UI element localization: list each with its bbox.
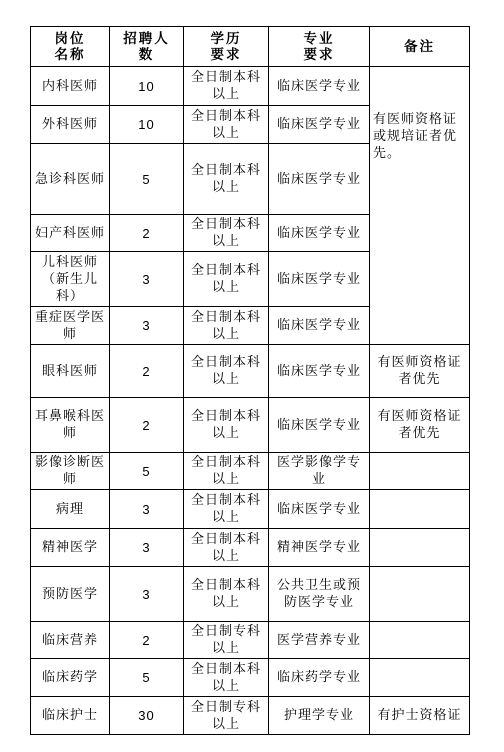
cell-education: 全日制本科以上 — [184, 490, 269, 529]
cell-count: 30 — [110, 697, 184, 735]
table-row — [31, 345, 470, 398]
cell-count: 5 — [110, 453, 184, 490]
cell-count: 3 — [110, 490, 184, 529]
cell-post: 外科医师 — [31, 106, 110, 144]
cell-education: 全日制本科以上 — [184, 529, 269, 567]
cell-remarks — [370, 453, 470, 490]
cell-remarks: 有护士资格证 — [370, 697, 470, 735]
cell-post: 病理 — [31, 490, 110, 529]
header-major: 专业 要求 — [269, 27, 370, 67]
cell-post: 儿科医师（新生儿科） — [31, 252, 110, 307]
cell-count: 5 — [110, 144, 184, 215]
cell-remarks — [370, 529, 470, 567]
cell-major: 临床药学专业 — [269, 659, 370, 697]
cell-remarks-group: 有医师资格证或规培证者优先。 — [370, 67, 470, 345]
cell-education: 全日制本科以上 — [184, 67, 269, 106]
cell-remarks — [370, 567, 470, 622]
cell-major: 临床医学专业 — [269, 67, 370, 106]
cell-post: 眼科医师 — [31, 345, 110, 398]
cell-post: 临床护士 — [31, 697, 110, 735]
cell-major: 医学营养专业 — [269, 622, 370, 659]
cell-major: 临床医学专业 — [269, 398, 370, 453]
cell-major: 临床医学专业 — [269, 252, 370, 307]
cell-post: 精神医学 — [31, 529, 110, 567]
table-row — [31, 529, 470, 567]
cell-count: 5 — [110, 659, 184, 697]
cell-major: 临床医学专业 — [269, 307, 370, 345]
cell-remarks — [370, 622, 470, 659]
cell-post: 重症医学医师 — [31, 307, 110, 345]
cell-education: 全日制本科以上 — [184, 659, 269, 697]
cell-education: 全日制专科以上 — [184, 697, 269, 735]
cell-post: 急诊科医师 — [31, 144, 110, 215]
cell-count: 10 — [110, 67, 184, 106]
cell-education: 全日制本科以上 — [184, 215, 269, 252]
cell-remarks — [370, 659, 470, 697]
cell-major: 临床医学专业 — [269, 215, 370, 252]
cell-education: 全日制专科以上 — [184, 622, 269, 659]
cell-count: 3 — [110, 252, 184, 307]
cell-count: 10 — [110, 106, 184, 144]
cell-count: 2 — [110, 215, 184, 252]
table-row — [31, 453, 470, 490]
recruitment-table — [30, 26, 470, 735]
cell-count: 2 — [110, 622, 184, 659]
table-row — [31, 567, 470, 622]
cell-post: 临床营养 — [31, 622, 110, 659]
cell-count: 2 — [110, 345, 184, 398]
header-row — [31, 27, 470, 67]
cell-education: 全日制本科以上 — [184, 307, 269, 345]
cell-major: 医学影像学专业 — [269, 453, 370, 490]
table-row — [31, 398, 470, 453]
cell-education: 全日制本科以上 — [184, 106, 269, 144]
cell-count: 3 — [110, 567, 184, 622]
cell-post: 影像诊断医师 — [31, 453, 110, 490]
cell-remarks: 有医师资格证者优先 — [370, 398, 470, 453]
header-remarks: 备注 — [370, 27, 470, 67]
cell-major: 护理学专业 — [269, 697, 370, 735]
cell-major: 精神医学专业 — [269, 529, 370, 567]
cell-remarks: 有医师资格证者优先 — [370, 345, 470, 398]
cell-major: 公共卫生或预防医学专业 — [269, 567, 370, 622]
table-row — [31, 67, 470, 106]
header-count: 招聘人 数 — [110, 27, 184, 67]
cell-major: 临床医学专业 — [269, 144, 370, 215]
cell-remarks — [370, 490, 470, 529]
table-row — [31, 622, 470, 659]
table-row — [31, 490, 470, 529]
cell-count: 3 — [110, 307, 184, 345]
cell-major: 临床医学专业 — [269, 106, 370, 144]
cell-education: 全日制本科以上 — [184, 144, 269, 215]
cell-major: 临床医学专业 — [269, 345, 370, 398]
cell-education: 全日制本科以上 — [184, 345, 269, 398]
cell-education: 全日制本科以上 — [184, 252, 269, 307]
cell-count: 3 — [110, 529, 184, 567]
cell-education: 全日制本科以上 — [184, 398, 269, 453]
header-post: 岗位 名称 — [31, 27, 110, 67]
table-row — [31, 697, 470, 735]
cell-post: 妇产科医师 — [31, 215, 110, 252]
cell-count: 2 — [110, 398, 184, 453]
cell-post: 预防医学 — [31, 567, 110, 622]
table-row — [31, 659, 470, 697]
cell-post: 临床药学 — [31, 659, 110, 697]
cell-post: 内科医师 — [31, 67, 110, 106]
header-education: 学历 要求 — [184, 27, 269, 67]
cell-education: 全日制本科以上 — [184, 453, 269, 490]
cell-post: 耳鼻喉科医师 — [31, 398, 110, 453]
cell-major: 临床医学专业 — [269, 490, 370, 529]
cell-education: 全日制本科以上 — [184, 567, 269, 622]
